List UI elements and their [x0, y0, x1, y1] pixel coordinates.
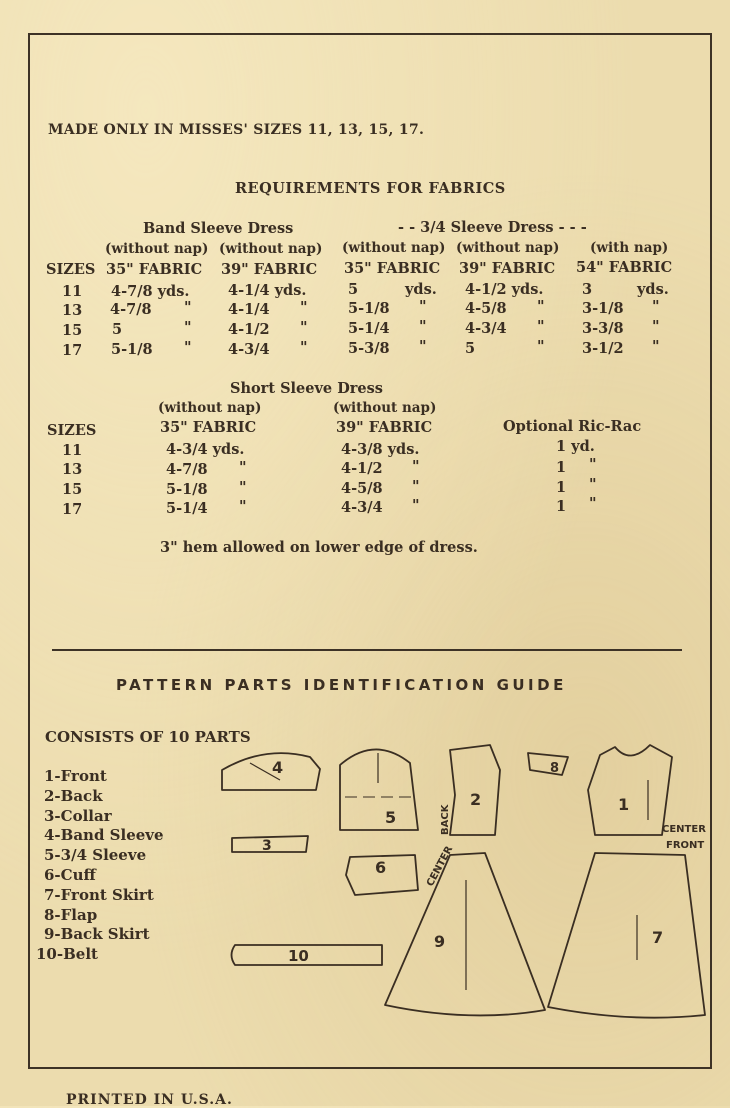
ditto-mark: ": [300, 339, 308, 356]
fabric-header: 35" FABRIC: [344, 260, 441, 277]
ditto-mark: ": [537, 338, 545, 355]
list-item: 10-Belt: [36, 945, 98, 964]
table-cell: 1: [556, 498, 567, 515]
front-piece: [588, 745, 706, 851]
ditto-mark: ": [300, 299, 308, 316]
group-three-quarter-sleeve: - - 3/4 Sleeve Dress - - -: [398, 219, 587, 236]
fabric-header: 39" FABRIC: [336, 419, 433, 436]
table-cell: 5-1/8: [111, 341, 153, 358]
ditto-mark: ": [652, 318, 660, 335]
ditto-mark: ": [184, 319, 192, 336]
ditto-mark: ": [652, 338, 660, 355]
table-cell: 4-1/2 yds.: [465, 281, 544, 298]
table-cell: 4-5/8: [341, 480, 383, 497]
table-cell: 1: [556, 459, 567, 476]
table-cell: 4-7/8: [110, 301, 152, 318]
ditto-mark: ": [239, 498, 247, 515]
back-skirt-piece: [385, 844, 545, 1015]
list-item: 8-Flap: [44, 905, 98, 924]
fabric-header: 35" FABRIC: [106, 261, 203, 278]
ditto-mark: ": [589, 495, 597, 512]
table-cell: 5-3/8: [348, 340, 390, 357]
table-cell: 4-1/2: [228, 321, 270, 338]
fabric-header: 35" FABRIC: [160, 419, 257, 436]
piece-number: 10: [288, 947, 309, 965]
nap-header: (without nap): [456, 240, 560, 256]
center-label: CENTER: [424, 844, 456, 889]
table-cell: 5: [465, 340, 476, 357]
table-cell: 3-1/8: [582, 300, 624, 317]
size-cell: 13: [62, 302, 83, 319]
ditto-mark: ": [184, 299, 192, 316]
table-cell: 1: [556, 479, 567, 496]
size-cell: 11: [62, 283, 83, 300]
ditto-mark: ": [589, 456, 597, 473]
list-item: 5-3/4 Sleeve: [44, 846, 147, 865]
piece-number: 2: [470, 790, 482, 809]
nap-header: (without nap): [219, 241, 323, 257]
fabric-header: 39" FABRIC: [459, 260, 556, 277]
table-cell: 3-3/8: [582, 320, 624, 337]
table-cell: 4-7/8 yds.: [111, 283, 190, 300]
group-band-sleeve: Band Sleeve Dress: [143, 220, 294, 237]
table-cell: 4-3/4: [341, 499, 383, 516]
piece-number: 1: [618, 795, 630, 814]
ditto-mark: ": [184, 339, 192, 356]
ditto-mark: ": [537, 298, 545, 315]
ditto-mark: ": [537, 318, 545, 335]
front-skirt-piece: [548, 853, 705, 1018]
piece-number: 6: [375, 858, 387, 877]
ditto-mark: ": [412, 478, 420, 495]
list-item: 1-Front: [44, 767, 107, 785]
collar-piece: [232, 836, 308, 854]
ditto-mark: ": [589, 476, 597, 493]
size-cell: 15: [62, 322, 83, 339]
piece-number: 4: [272, 758, 284, 777]
size-cell: 11: [62, 442, 83, 459]
table-cell: 4-7/8: [166, 461, 208, 478]
fabric-header: 54" FABRIC: [576, 259, 673, 276]
three-quarter-sleeve-piece: [340, 749, 418, 830]
table-cell: 5-1/4: [166, 500, 208, 517]
piece-number: 3: [262, 838, 272, 854]
piece-number: 5: [385, 808, 397, 827]
optional-ric-rac-header: Optional Ric-Rac: [503, 418, 642, 435]
requirements-title: REQUIREMENTS FOR FABRICS: [235, 180, 506, 197]
table-cell: yds.: [637, 281, 669, 298]
piece-number: 9: [434, 932, 446, 951]
piece-number: 8: [550, 761, 560, 776]
cuff-piece: [346, 855, 418, 895]
ditto-mark: ": [652, 298, 660, 315]
ditto-mark: ": [412, 497, 420, 514]
ditto-mark: ": [419, 318, 427, 335]
table-cell: 5-1/8: [348, 300, 390, 317]
list-item: 3-Collar: [44, 806, 112, 825]
size-cell: 17: [62, 342, 83, 359]
table-cell: 4-3/8 yds.: [341, 441, 420, 458]
table-cell: 3-1/2: [582, 340, 624, 357]
ditto-mark: ": [300, 319, 308, 336]
table-cell: 5-1/8: [166, 481, 208, 498]
nap-header: (without nap): [342, 240, 446, 256]
back-label: BACK: [440, 804, 451, 835]
piece-number: 7: [652, 928, 664, 947]
table-cell: 4-5/8: [465, 300, 507, 317]
list-item: 4-Band Sleeve: [44, 826, 164, 845]
table-cell: 5-1/4: [348, 320, 390, 337]
list-item: 2-Back: [44, 786, 103, 805]
nap-header: (with nap): [590, 240, 669, 256]
ditto-mark: ": [239, 459, 247, 476]
table-cell: 1 yd.: [556, 438, 595, 455]
guide-title: PATTERN PARTS IDENTIFICATION GUIDE: [116, 676, 567, 694]
size-cell: 17: [62, 501, 83, 518]
section-divider: [52, 649, 682, 651]
nap-header: (without nap): [158, 400, 262, 416]
table-cell: 4-3/4: [465, 320, 507, 337]
table-cell: yds.: [405, 281, 437, 298]
table-cell: 5: [348, 281, 359, 298]
ditto-mark: ": [412, 458, 420, 475]
back-piece: [440, 745, 500, 835]
fabric-header: 39" FABRIC: [221, 261, 318, 278]
belt-piece: [232, 945, 383, 965]
sizes-header: SIZES: [46, 261, 96, 278]
table-cell: 3: [582, 281, 593, 298]
nap-header: (without nap): [333, 400, 437, 416]
table-cell: 4-1/4 yds.: [228, 282, 307, 299]
band-sleeve-piece: [222, 753, 320, 790]
parts-count: CONSISTS OF 10 PARTS: [45, 728, 251, 746]
nap-header: (without nap): [105, 241, 209, 257]
ditto-mark: ": [239, 479, 247, 496]
pattern-pieces-diagram: [210, 735, 715, 1020]
parts-list: [36, 767, 164, 965]
sizes-header: SIZES: [47, 422, 97, 439]
table-cell: 4-1/4: [228, 301, 270, 318]
size-cell: 15: [62, 481, 83, 498]
ditto-mark: ": [419, 338, 427, 355]
ditto-mark: ": [419, 298, 427, 315]
list-item: 9-Back Skirt: [44, 925, 150, 944]
center-front-label: FRONT: [666, 840, 705, 851]
flap-piece: [528, 753, 568, 776]
list-item: 6-Cuff: [44, 865, 96, 884]
table-cell: 4-3/4 yds.: [166, 441, 245, 458]
table-cell: 4-3/4: [228, 341, 270, 358]
table-cell: 4-1/2: [341, 460, 383, 477]
group-short-sleeve: Short Sleeve Dress: [230, 380, 383, 397]
center-front-label: CENTER: [662, 824, 706, 835]
list-item: 7-Front Skirt: [44, 885, 154, 904]
hem-note: 3" hem allowed on lower edge of dress.: [160, 539, 478, 556]
size-cell: 13: [62, 461, 83, 478]
sizes-note: MADE ONLY IN MISSES' SIZES 11, 13, 15, 17.: [48, 122, 425, 138]
printed-footer: PRINTED IN U.S.A.: [66, 1092, 233, 1108]
table-cell: 5: [112, 321, 123, 338]
